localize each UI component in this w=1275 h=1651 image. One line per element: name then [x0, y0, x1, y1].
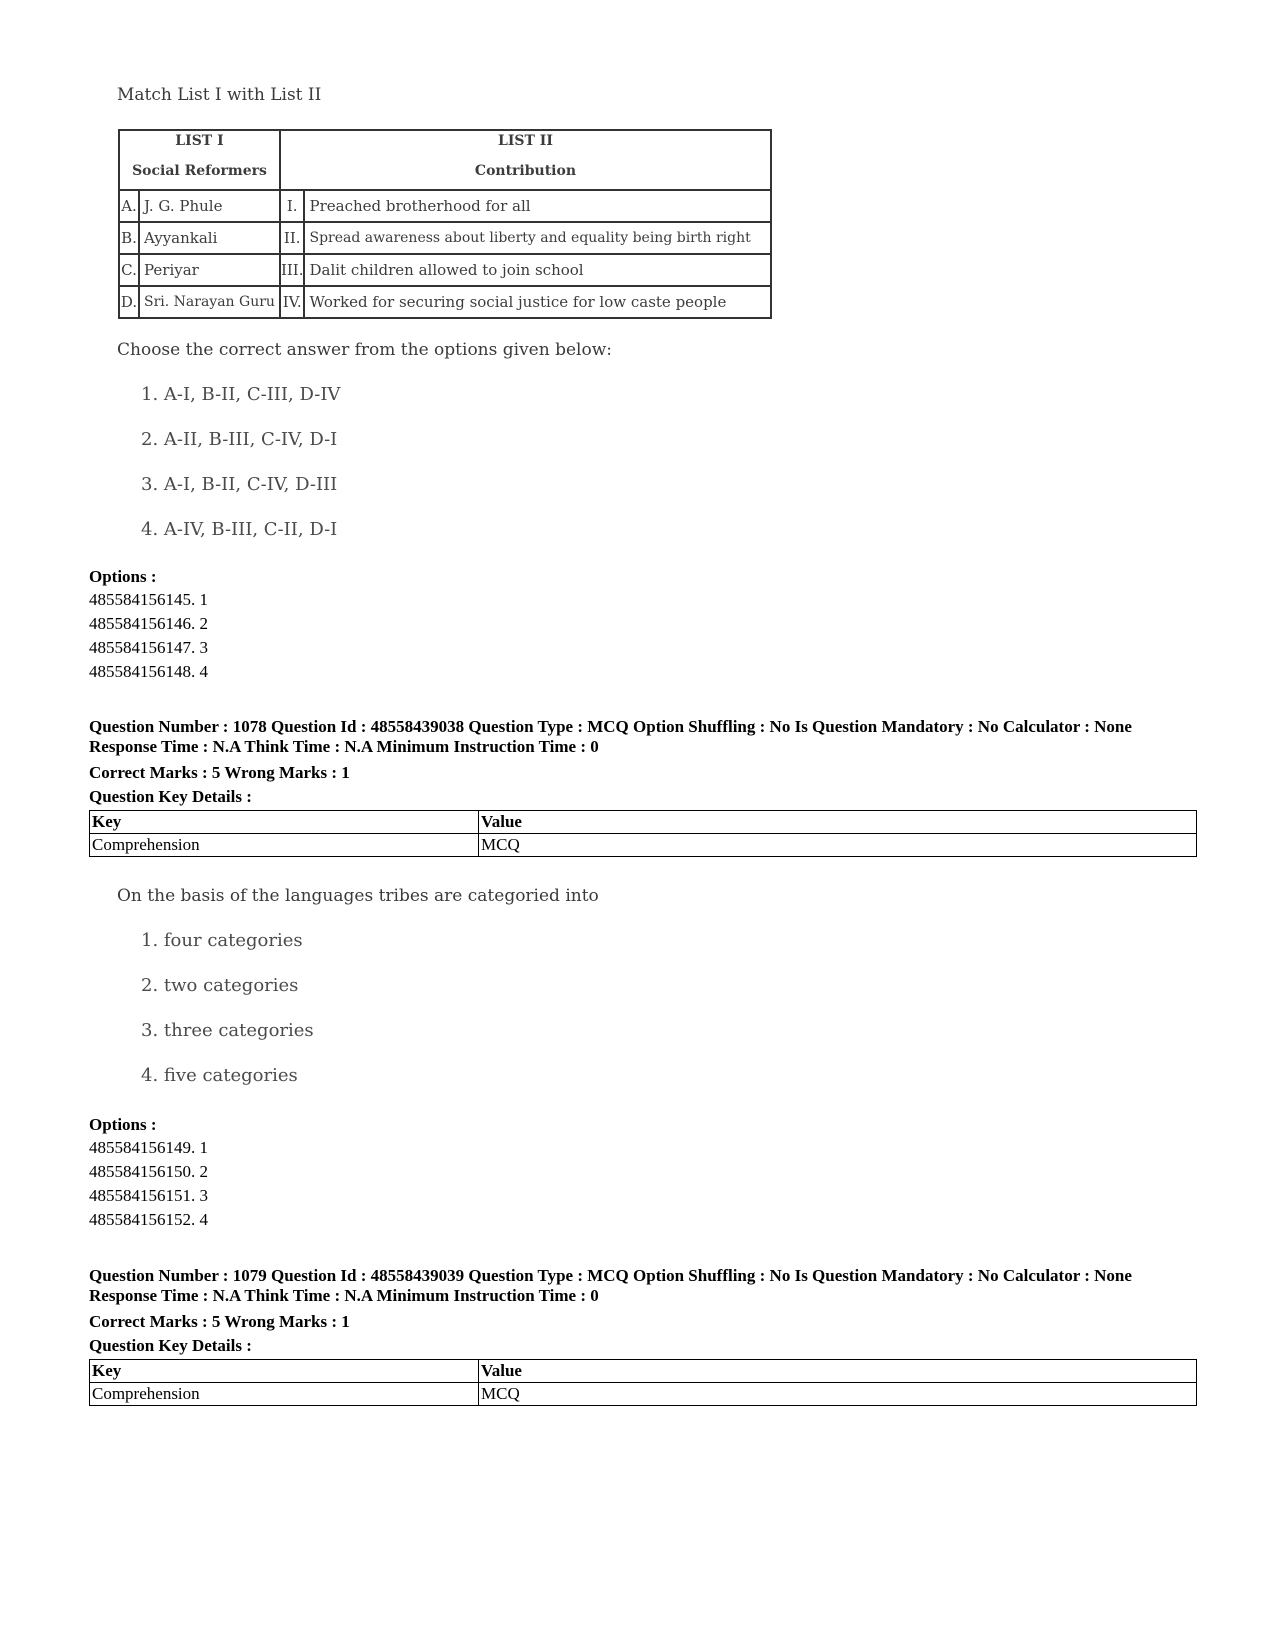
option-list: [89, 1136, 208, 1232]
match-table-header: [119, 130, 771, 190]
match-row: [119, 222, 771, 254]
list2-header: [280, 130, 771, 190]
contribution-text: Dalit children allowed to join school: [304, 254, 771, 286]
option-item: 485584156148. 4: [89, 662, 208, 681]
contribution-text: Preached brotherhood for all: [304, 190, 771, 222]
list2-title: LIST II: [498, 133, 553, 149]
key-header: Key: [90, 1360, 479, 1383]
reformer-name: Periyar: [139, 254, 280, 286]
match-row: [119, 286, 771, 318]
option-item: 485584156150. 2: [89, 1162, 208, 1181]
row-numeral: IV.: [280, 286, 305, 318]
marks-line: Correct Marks : 5 Wrong Marks : 1: [89, 763, 350, 782]
choice-item: 1. A-I, B-II, C-III, D-IV: [141, 384, 341, 405]
list1-title: LIST I: [175, 133, 224, 149]
row-numeral: I.: [280, 190, 305, 222]
list2-subtitle: Contribution: [474, 163, 577, 179]
key-cell: Comprehension: [90, 1383, 479, 1406]
options-label: Options :: [89, 1115, 157, 1134]
reformer-name: J. G. Phule: [139, 190, 280, 222]
question-intro: On the basis of the languages tribes are categoried into: [117, 886, 599, 906]
row-numeral: II.: [280, 222, 305, 254]
choice-item: 3. three categories: [141, 1020, 314, 1041]
table-row: [90, 1383, 1197, 1406]
key-details-table: [89, 810, 1197, 857]
question-meta-line: Response Time : N.A Think Time : N.A Minimum Instruction Time : 0: [89, 1286, 599, 1305]
option-item: 485584156147. 3: [89, 638, 208, 657]
table-row: [90, 834, 1197, 857]
option-item: 485584156145. 1: [89, 590, 208, 609]
match-row: [119, 190, 771, 222]
contribution-text: Worked for securing social justice for low caste people: [304, 286, 771, 318]
question-meta: [89, 717, 1249, 757]
choice-item: 4. five categories: [141, 1065, 298, 1086]
key-cell: Comprehension: [90, 834, 479, 857]
question-prompt: Choose the correct answer from the options given below:: [117, 340, 612, 360]
option-item: 485584156149. 1: [89, 1138, 208, 1157]
row-letter: D.: [119, 286, 139, 318]
question-intro: Match List I with List II: [117, 85, 322, 105]
question-meta-line: Question Number : 1078 Question Id : 48558439038 Question Type : MCQ Option Shuffling : No Is Question Mandatory : No Calculator : None: [89, 717, 1132, 736]
question-meta-line: Response Time : N.A Think Time : N.A Minimum Instruction Time : 0: [89, 737, 599, 756]
row-letter: C.: [119, 254, 139, 286]
list1-subtitle: Social Reformers: [132, 163, 267, 179]
option-item: 485584156151. 3: [89, 1186, 208, 1205]
choice-item: 1. four categories: [141, 930, 303, 951]
option-item: 485584156146. 2: [89, 614, 208, 633]
question-meta-line: Question Number : 1079 Question Id : 48558439039 Question Type : MCQ Option Shuffling : No Is Question Mandatory : No Calculator : None: [89, 1266, 1132, 1285]
value-header: Value: [479, 811, 1197, 834]
value-cell: MCQ: [479, 1383, 1197, 1406]
question-meta: [89, 1266, 1249, 1306]
choice-item: 4. A-IV, B-III, C-II, D-I: [141, 519, 338, 540]
key-details-label: Question Key Details :: [89, 787, 252, 806]
row-letter: B.: [119, 222, 139, 254]
choice-item: 2. two categories: [141, 975, 299, 996]
choice-item: 2. A-II, B-III, C-IV, D-I: [141, 429, 338, 450]
value-cell: MCQ: [479, 834, 1197, 857]
row-letter: A.: [119, 190, 139, 222]
option-list: [89, 588, 208, 684]
reformer-name: Sri. Narayan Guru: [139, 286, 280, 318]
list1-header: [119, 130, 280, 190]
key-details-table: [89, 1359, 1197, 1406]
choice-item: 3. A-I, B-II, C-IV, D-III: [141, 474, 338, 495]
table-row: [90, 1360, 1197, 1383]
row-numeral: III.: [280, 254, 305, 286]
option-item: 485584156152. 4: [89, 1210, 208, 1229]
match-row: [119, 254, 771, 286]
reformer-name: Ayyankali: [139, 222, 280, 254]
match-table: [118, 129, 772, 319]
contribution-text: Spread awareness about liberty and equality being birth right: [304, 222, 771, 254]
key-header: Key: [90, 811, 479, 834]
options-label: Options :: [89, 567, 157, 586]
value-header: Value: [479, 1360, 1197, 1383]
key-details-label: Question Key Details :: [89, 1336, 252, 1355]
marks-line: Correct Marks : 5 Wrong Marks : 1: [89, 1312, 350, 1331]
table-row: [90, 811, 1197, 834]
